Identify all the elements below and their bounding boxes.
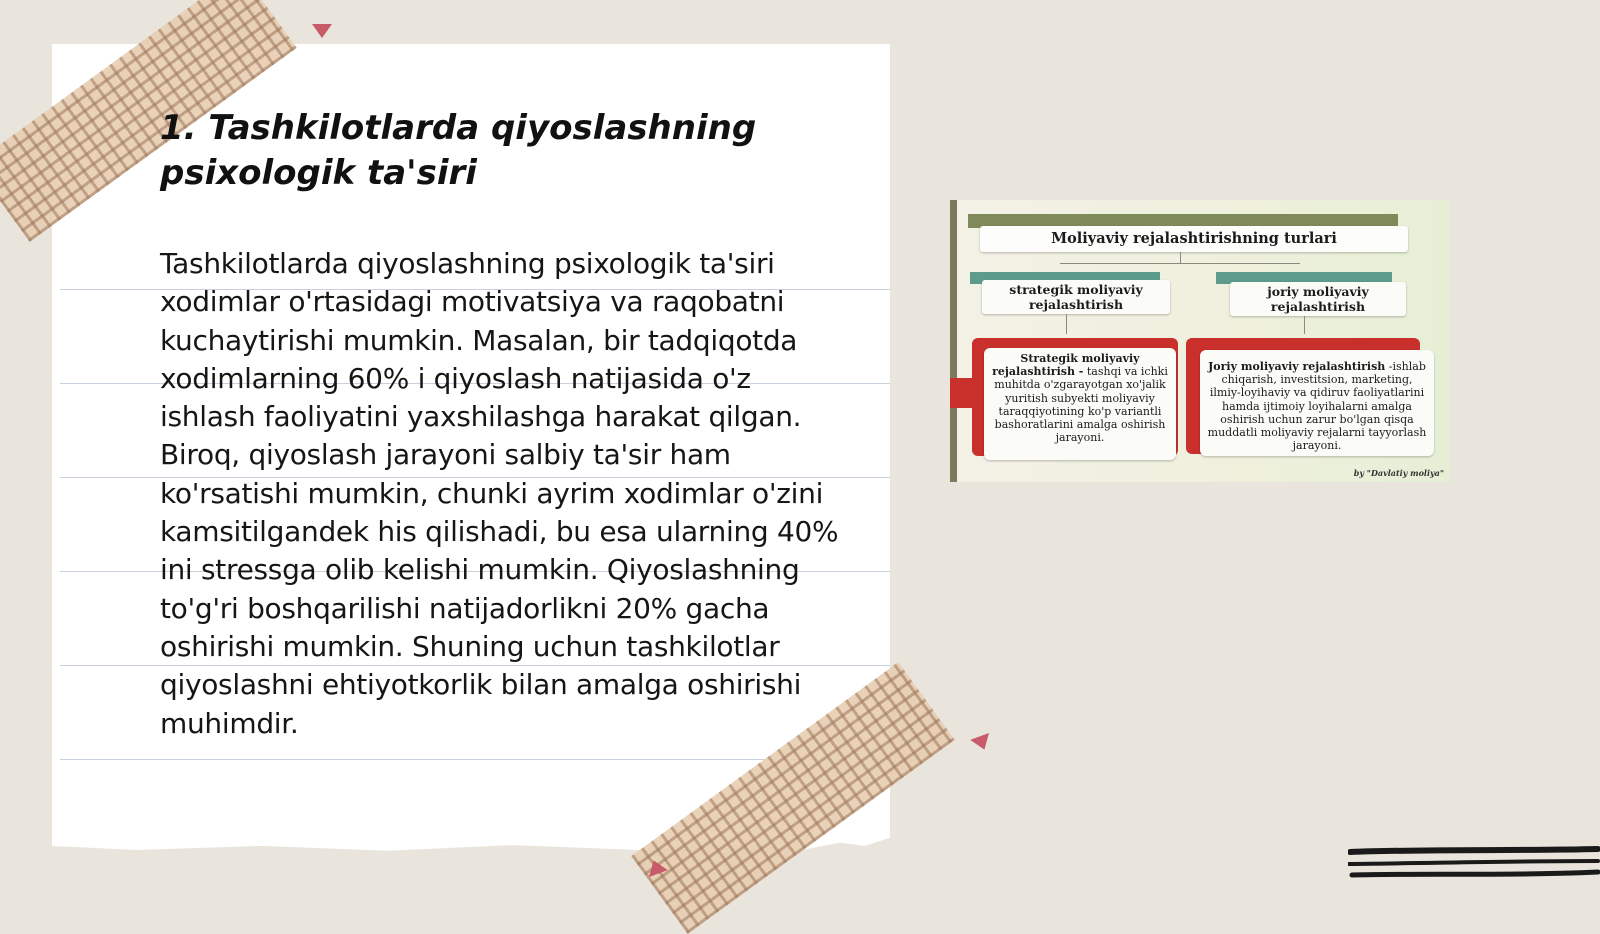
diagram-left-text: tashqi va ichki muhitda o'zgarayotgan xo'jalik yuritish subyekti moliyaviy taraqqiyotining ko'p variantli bashoratlarini amalga oshirish jarayoni. [994, 365, 1168, 445]
slide-body-text: Tashkilotlarda qiyoslashning psixologik ta'siri xodimlar o'rtasidagi motivatsiya va raqobatni kuchaytirishi mumkin. Masalan, bir tadqiqotda xodimlarning 60% i qiyoslash natijasida o'z ishlash faoliyatini yaxshilashga harakat qilgan. Biroq, qiyoslash jarayoni salbiy ta'sir ham ko'rsatishi mumkin, chunki ayrim xodimlar o'zini kamsitilgandek his qilishadi, bu esa ularning 40% ini stressga olib kelishi mumkin. Qiyoslashning to'g'ri boshqarilishi natijadorlikni 20% gacha oshirishi mumkin. Shuning uchun tashkilotlar qiyoslashni ehtiyotkorlik bilan amalga oshirishi muhimdir. [160, 247, 839, 740]
diagram-left-heading-line1: strategik moliyaviy [1009, 282, 1143, 297]
diagram-left-term: Strategik moliyaviy rejalashtirish - [992, 352, 1140, 379]
diagram-left-heading-line2: rejalashtirish [1028, 297, 1124, 312]
diagram-connector [1060, 263, 1300, 264]
diagram-right-heading-line2: rejalashtirish [1270, 299, 1366, 314]
diagram-left-description [984, 348, 1176, 460]
slide-title-line1: 1. Tashkilotlarda qiyoslashning [160, 108, 757, 148]
diagram-left-heading [982, 280, 1170, 314]
diagram-right-heading [1230, 282, 1406, 316]
diagram-left-bar [950, 200, 957, 482]
diagram-connector [1304, 316, 1305, 334]
diagram-image [950, 200, 1450, 482]
diagram-right-description [1200, 350, 1434, 456]
tape-pin-icon [312, 24, 332, 38]
diagram-title: Moliyaviy rejalashtirishning turlari [980, 226, 1408, 252]
slide-title-line2: psixologik ta'siri [160, 153, 477, 193]
slide-title [160, 106, 860, 196]
scribble-lines-icon [1348, 845, 1600, 895]
diagram-connector [1066, 314, 1067, 334]
diagram-right-heading-line1: joriy moliyaviy [1267, 284, 1369, 299]
diagram-caption: by "Davlatiy moliya" [1353, 468, 1444, 478]
diagram-right-term: Joriy moliyaviy rejalashtirish [1208, 360, 1386, 373]
tape-pin-icon [970, 733, 994, 753]
diagram-red-tab [950, 378, 972, 408]
diagram-right-text: -ishlab chiqarish, investitsion, marketing, ilmiy-loyihaviy va qidiruv faoliyatlarini hamda ijtimoiy loyihalarni amalga oshirish uchun zarur bo'lgan qisqa muddatli moliyaviy rejalarni tayyorlash jarayoni. [1207, 360, 1427, 453]
